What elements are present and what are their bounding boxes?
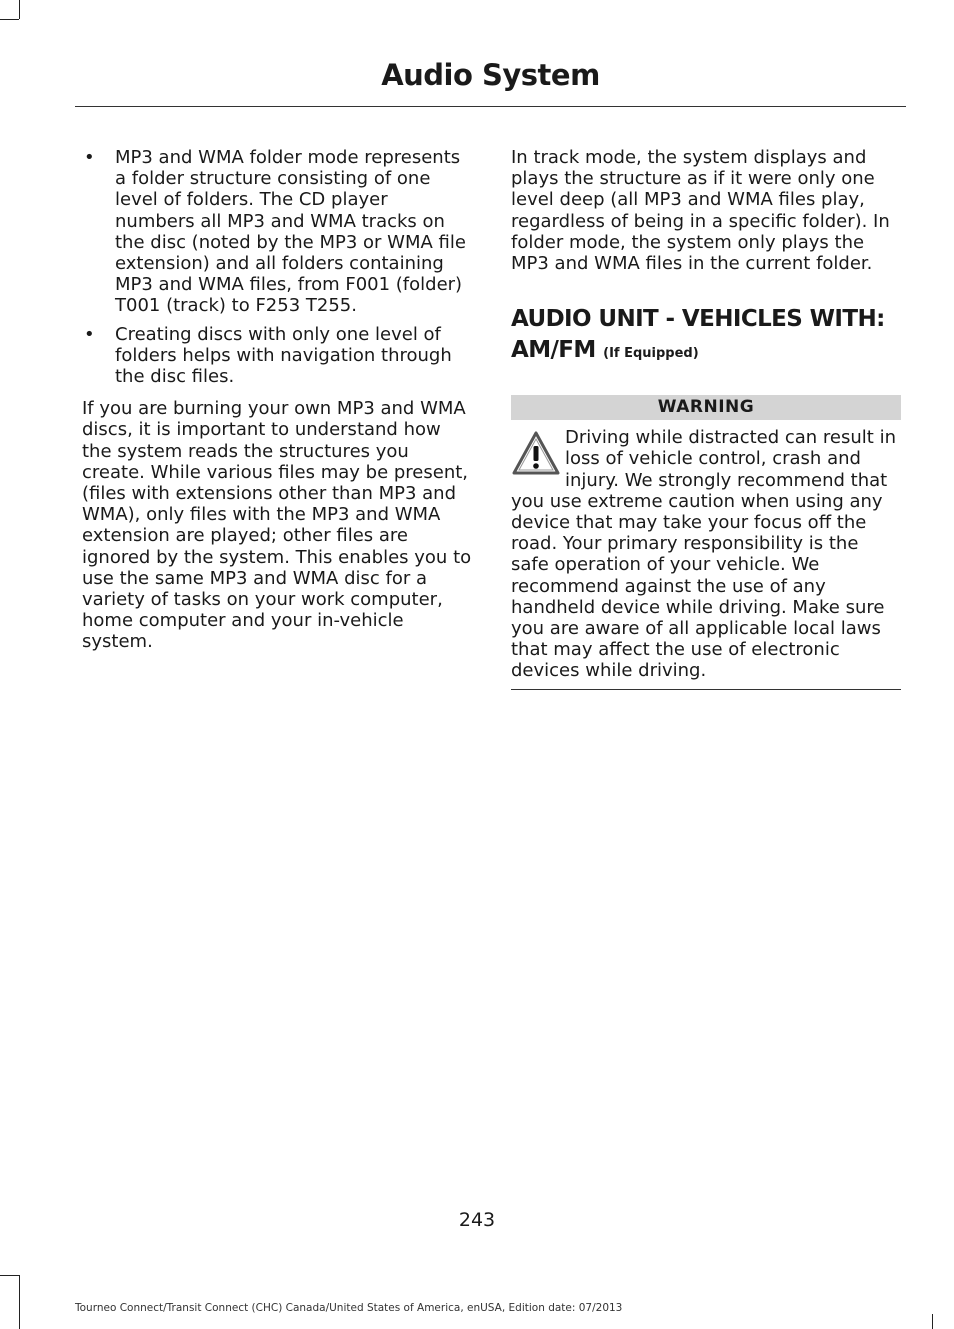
list-item-text: MP3 and WMA folder mode represents a folder structure consisting of one level of folders. The CD player numbers all MP3 and WMA tracks on the disc (noted by the MP3 or WMA file extension) and all folders containing MP3 and WMA files, from F001 (folder) T001 (track) to F253 T255.: [115, 147, 466, 317]
bullet-list: [82, 147, 472, 387]
right-column: [511, 147, 901, 690]
page-number: 243: [458, 1209, 496, 1231]
page-title: Audio System: [381, 58, 600, 92]
section-qualifier: (If Equipped): [603, 346, 699, 362]
crop-mark: [19, 1275, 20, 1329]
list-item: [82, 324, 472, 388]
warning-header: WARNING: [511, 395, 901, 420]
warning-text: Driving while distracted can result in loss of vehicle control, crash and injury. We strongly recommend that you use extreme caution when using any device that may take your focus off the road. Your primary responsibility is the safe operation of your vehicle. We recommend against the use of any handheld device while driving. Make sure you are aware of all applicable local laws that may affect the use of electronic devices while driving.: [511, 427, 896, 682]
list-item: [82, 147, 472, 317]
crop-mark: [0, 1275, 19, 1276]
section-heading: [511, 304, 901, 369]
list-item-text: Creating discs with only one level of folders helps with navigation through the disc files.: [115, 323, 452, 388]
footer-text: Tourneo Connect/Transit Connect (CHC) Canada/United States of America, enUSA, Edition date: 07/2013: [75, 1302, 623, 1314]
left-column: [82, 147, 472, 653]
crop-mark: [0, 19, 19, 20]
body-paragraph: If you are burning your own MP3 and WMA discs, it is important to understand how the system reads the structures you create. While various files may be present, (files with extensions other than MP3 and WMA), only files with the MP3 and WMA extension are played; other files are ignored by the system. This enables you to use the same MP3 and WMA disc for a variety of tasks on your work computer, home computer and your in-vehicle system.: [82, 398, 472, 653]
body-paragraph: In track mode, the system displays and plays the structure as if it were only one level deep (all MP3 and WMA files play, regardless of being in a specific folder). In folder mode, the system only plays the MP3 and WMA files in the current folder.: [511, 147, 890, 275]
header-divider: [75, 106, 906, 107]
bullet-marker: •: [84, 323, 95, 345]
crop-mark: [932, 1314, 933, 1329]
crop-mark: [19, 0, 20, 19]
warning-triangle-icon: [511, 430, 561, 476]
bullet-marker: •: [84, 147, 95, 168]
section-title: AUDIO UNIT - VEHICLES WITH: AM/FM: [511, 306, 885, 364]
warning-box: [511, 427, 901, 689]
